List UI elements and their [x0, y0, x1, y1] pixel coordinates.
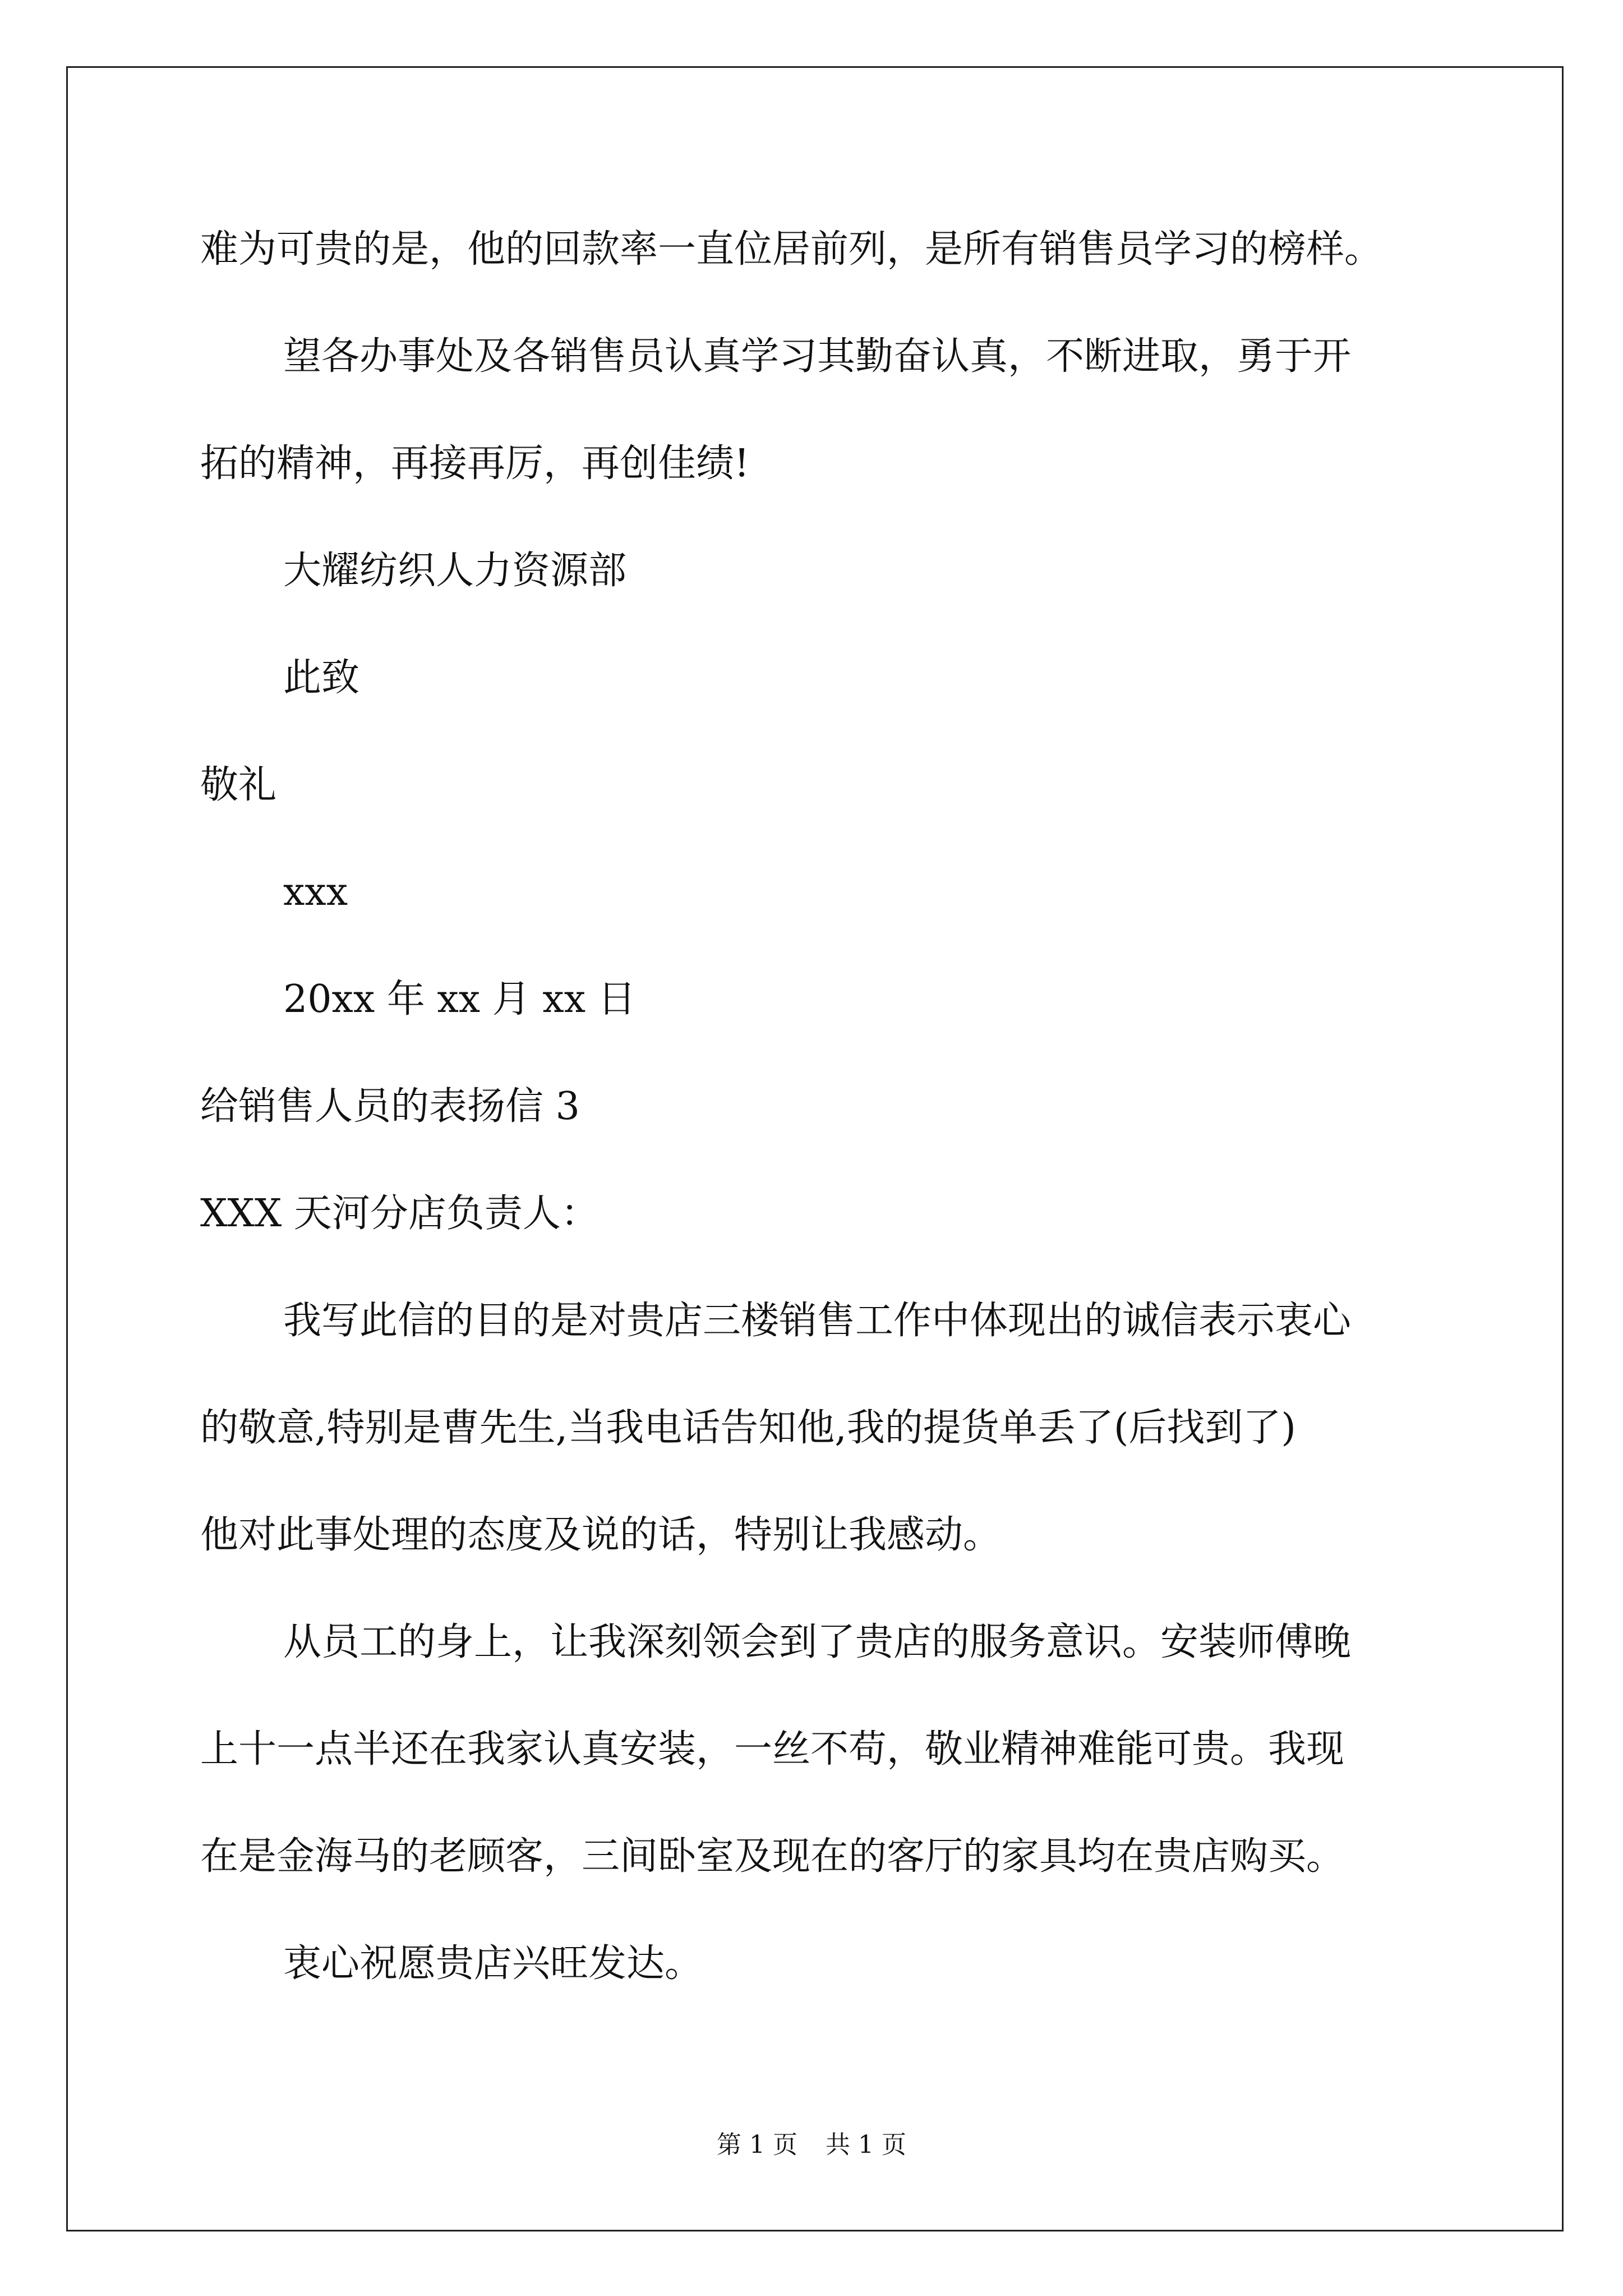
page-border — [66, 66, 1564, 2231]
page-number: 第 1 页 — [717, 2131, 797, 2159]
signature-date: 20xx 年 xx 月 xx 日 — [283, 977, 636, 1022]
letter-heading: 给销售人员的表扬信 3 — [200, 1084, 580, 1129]
paragraph-line: 他对此事处理的态度及说的话，特别让我感动。 — [200, 1513, 1002, 1557]
closing-salutation: 此致 — [283, 656, 360, 700]
signature-department: 大耀纺织人力资源部 — [283, 549, 627, 593]
letter-addressee: XXX 天河分店负责人： — [200, 1191, 599, 1236]
signature-name: xxx — [283, 870, 348, 914]
paragraph-line: 难为可贵的是，他的回款率一直位居前列，是所有销售员学习的榜样。 — [200, 227, 1383, 272]
paragraph-line: 拓的精神，再接再厉，再创佳绩! — [200, 441, 750, 486]
paragraph-line: 的敬意,特别是曹先生,当我电话告知他,我的提货单丢了(后找到了) — [200, 1406, 1296, 1450]
page-footer — [0, 2129, 1623, 2161]
paragraph-line: 我写此信的目的是对贵店三楼销售工作中体现出的诚信表示衷心 — [283, 1299, 1352, 1343]
paragraph-line: 上十一点半还在我家认真安装，一丝不苟，敬业精神难能可贵。我现 — [200, 1727, 1345, 1772]
paragraph-line: 衷心祝愿贵店兴旺发达。 — [283, 1941, 703, 1986]
paragraph-line: 在是金海马的老顾客，三间卧室及现在的客厅的家具均在贵店购买。 — [200, 1834, 1345, 1879]
closing-regards: 敬礼 — [200, 763, 277, 807]
paragraph-line: 望各办事处及各销售员认真学习其勤奋认真，不断进取，勇于开 — [283, 334, 1352, 379]
page-total: 共 1 页 — [826, 2131, 906, 2159]
paragraph-line: 从员工的身上，让我深刻领会到了贵店的服务意识。安装师傅晚 — [283, 1620, 1352, 1664]
